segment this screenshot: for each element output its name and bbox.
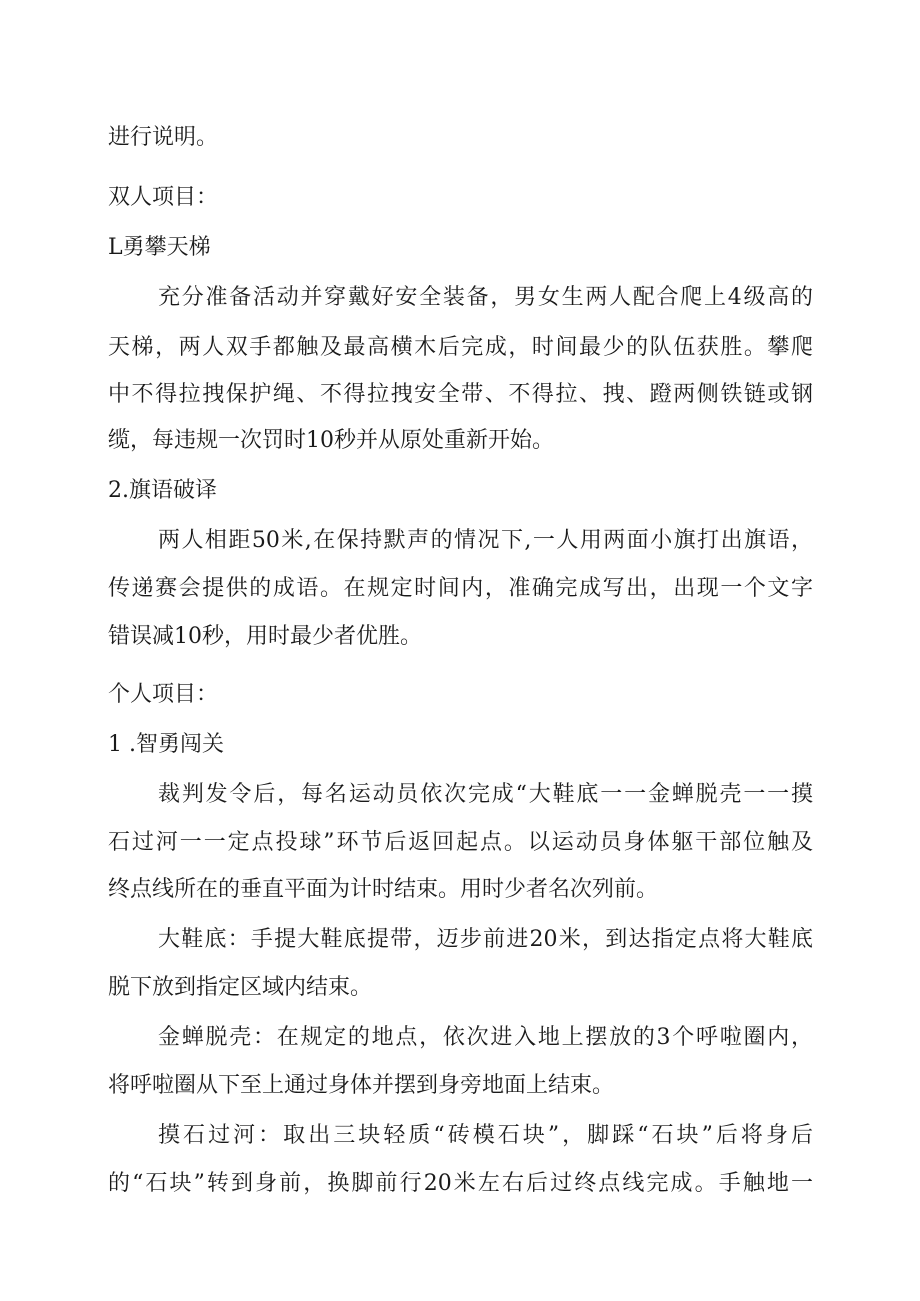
item-title-challenge: 1 .智勇闯关 — [108, 732, 224, 757]
paragraph-line: 摸石过河：取出三块轻质“砖模石块”，脚踩“石块”后将身后 — [158, 1123, 813, 1148]
paragraph-line: 缆，每违规一次罚时10秒并从原处重新开始。 — [108, 428, 554, 453]
paragraph-line: 中不得拉拽保护绳、不得拉拽安全带、不得拉、拽、蹬两侧铁链或钢 — [108, 382, 813, 407]
paragraph-line: 终点线所在的垂直平面为计时结束。用时少者名次列前。 — [108, 877, 659, 902]
paragraph-line: 两人相距50米,在保持默声的情况下,一人用两面小旗打出旗语， — [158, 528, 813, 553]
paragraph-line: 将呼啦圈从下至上通过身体并摆到身旁地面上结束。 — [108, 1073, 615, 1098]
paragraph-line: 的“石块”转到身前，换脚前行20米左右后过终点线完成。手触地一 — [108, 1171, 813, 1196]
single-section-heading: 个人项目： — [108, 682, 219, 707]
paragraph-line: 大鞋底：手提大鞋底提带，迈步前进20米，到达指定点将大鞋底 — [158, 927, 813, 952]
paragraph-line: 错误减10秒，用时最少者优胜。 — [108, 624, 422, 649]
paragraph-line: 充分准备活动并穿戴好安全装备，男女生两人配合爬上4级高的 — [158, 285, 813, 310]
intro-tail-text: 进行说明。 — [108, 125, 219, 150]
paragraph-line: 脱下放到指定区域内结束。 — [108, 975, 373, 1000]
paragraph-line: 传递赛会提供的成语。在规定时间内，准确完成写出，出现一个文字 — [108, 576, 813, 601]
paragraph-line: 石过河一一定点投球”环节后返回起点。以运动员身体躯干部位触及 — [108, 830, 813, 855]
paragraph-line: 裁判发令后，每名运动员依次完成“大鞋底一一金蝉脱壳一一摸 — [158, 782, 813, 807]
item-title-flag: 2.旗语破译 — [108, 478, 217, 503]
paragraph-line: 天梯，两人双手都触及最高横木后完成，时间最少的队伍获胜。攀爬 — [108, 335, 813, 360]
item-title-ladder: L勇攀天梯 — [108, 235, 211, 260]
paragraph-line: 金蝉脱壳：在规定的地点，依次进入地上摆放的3个呼啦圈内， — [158, 1025, 813, 1050]
double-section-heading: 双人项目： — [108, 185, 219, 210]
